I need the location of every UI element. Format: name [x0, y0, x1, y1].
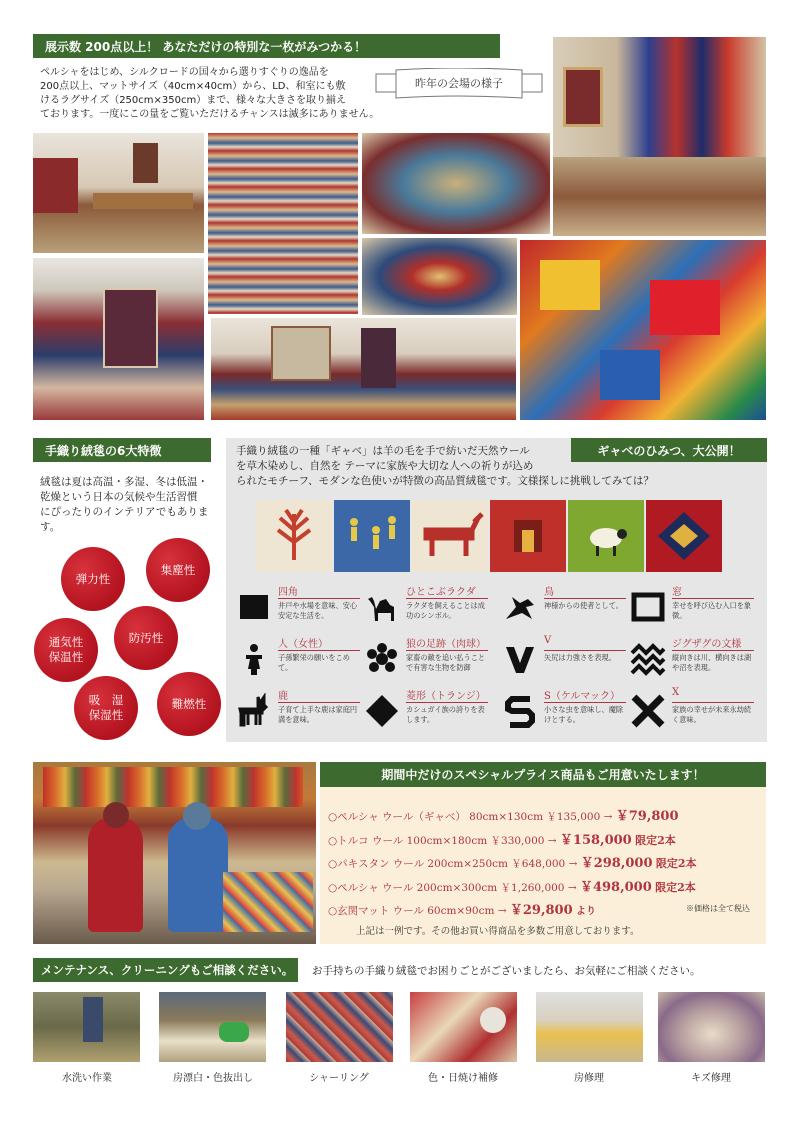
people-motif-icon	[334, 500, 410, 572]
venue-banner-label: 昨年の会場の様子	[415, 77, 503, 90]
pattern-title: 狼の足跡（肉球）	[406, 639, 486, 650]
tree-motif-icon	[256, 500, 332, 572]
price-item-note: より	[576, 906, 596, 917]
special-footer: 上記は一例です。その他お買い得商品を多数ご用意しております。	[356, 926, 640, 937]
venue-photo	[362, 133, 550, 234]
price-item-name: ○トルコ ウール 100cm×180cm ￥330,000 →	[328, 835, 557, 847]
pattern-desc: ラクダを飼えることは成功のシンボル。	[406, 601, 485, 620]
feature-label: 防汚性	[128, 630, 164, 645]
exhibit-title-bar	[33, 34, 500, 58]
pattern-item	[502, 583, 626, 635]
venue-photo	[520, 240, 766, 420]
pattern-desc: 井戸や水場を意味、安心安定な生活を。	[278, 601, 358, 620]
special-title: 期間中だけのスペシャルプライス商品もご用意いたします！	[381, 768, 705, 782]
price-item	[328, 852, 697, 871]
v-icon	[502, 641, 538, 677]
pattern-item	[364, 583, 488, 635]
exhibit-description-line: ペルシャをはじめ、シルクロードの国々から選りすぐりの逸品を	[40, 67, 329, 78]
maintenance-title: メンテナンス、クリーニングもご相談ください。	[41, 963, 294, 977]
pattern-title: ひとこぶラクダ	[406, 587, 476, 598]
gabbeh-intro-line: を草木染めし、自然を テーマに家族や大切な人への祈りが込め	[236, 460, 534, 472]
pattern-title: 窓	[672, 587, 682, 598]
price-item	[328, 829, 676, 848]
pattern-desc: 矢尻は力強さを表現。	[544, 653, 616, 662]
pattern-title: V	[544, 635, 552, 646]
price-item-name: ○パキスタン ウール 200cm×250cm ￥648,000 →	[328, 858, 578, 870]
exhibit-description-line: ております。一度にこの量をご覧いただけるチャンスは滅多にありません。	[40, 109, 380, 120]
features-title: 手織り絨毯の6大特徴	[45, 443, 162, 458]
price-item-sale: ￥298,000	[580, 856, 653, 871]
feature-badge	[114, 606, 178, 670]
rug-sample-image	[334, 500, 410, 572]
feature-label: 集塵性	[160, 562, 196, 577]
service-caption: キズ修理	[691, 1073, 731, 1084]
rug-sample-image	[256, 500, 332, 572]
feature-badge	[34, 618, 98, 682]
feature-label: 通気性 保温性	[48, 635, 84, 664]
venue-photo	[33, 258, 204, 420]
deer-motif-icon	[412, 500, 488, 572]
pattern-title: ジグザグの文様	[672, 639, 742, 650]
features-title-bar	[33, 438, 211, 462]
house-motif-icon	[490, 500, 566, 572]
service-photo	[658, 992, 765, 1062]
zigzag-icon	[630, 641, 666, 677]
pattern-item	[630, 583, 754, 635]
feature-badge	[146, 538, 210, 602]
exhibit-description	[40, 66, 380, 122]
feature-label: 弾力性	[75, 571, 111, 586]
price-item-name: ○ペルシャ ウール（ギャベ） 80cm×130cm ￥135,000 →	[328, 811, 613, 823]
pattern-desc: 縦向きは川、横向きは湖や沼を表現。	[672, 653, 752, 672]
price-item-sale: ￥158,000	[559, 833, 632, 848]
service-caption: 水洗い作業	[62, 1073, 112, 1084]
pattern-desc: 小さな虫を意味し、魔除けとする。	[544, 705, 624, 724]
pattern-title: S（ケルマック）	[544, 691, 620, 702]
service-photo	[33, 992, 140, 1062]
price-item-sale: ￥79,800	[615, 809, 679, 824]
pattern-title: 人（女性）	[278, 639, 328, 650]
price-item	[328, 876, 696, 895]
special-title-bar	[320, 762, 766, 787]
pattern-item	[630, 635, 754, 687]
pattern-desc: 家畜の敵を追い払うことで有害な生物を防御	[406, 653, 486, 672]
pattern-item	[364, 635, 488, 687]
price-item-note: 限定2本	[655, 881, 696, 894]
price-item-name: ○玄関マット ウール 60cm×90cm →	[328, 905, 507, 917]
diamond-motif-icon	[646, 500, 722, 572]
s-icon	[502, 693, 538, 729]
gabbeh-intro-line: 手織り絨毯の一種「ギャベ」は羊の毛を手で紡いだ天然ウール	[236, 445, 530, 457]
x-icon	[630, 693, 666, 729]
price-item-sale: ￥29,800	[509, 903, 573, 918]
rug-sample-image	[412, 500, 488, 572]
deer-icon	[236, 693, 272, 729]
price-item	[328, 899, 596, 918]
service-caption: シャーリング	[309, 1073, 369, 1084]
exhibit-description-line: 200点以上、マットサイズ（40cm×40cm）から、LD、和室にも敷	[40, 81, 346, 92]
venue-banner	[374, 68, 544, 104]
diamond-icon	[364, 693, 400, 729]
sheep-motif-icon	[568, 500, 644, 572]
exhibit-description-line: けるラグサイズ（250cm×350cm）まで、様々な大きさを取り揃え	[40, 95, 347, 106]
special-price-list	[320, 787, 766, 944]
pattern-title: 菱形（トランジ）	[406, 691, 486, 702]
bird-icon	[502, 589, 538, 625]
pattern-item	[502, 635, 626, 687]
features-description-line: 絨毯は夏は高温・多湿、冬は低温・	[40, 476, 208, 488]
venue-photo	[553, 37, 766, 236]
venue-photo	[362, 238, 517, 315]
pattern-desc: 子育て上手な鹿は家庭円満を意味。	[278, 705, 358, 724]
features-description-line: にぴったりのインテリアでもあります。	[40, 506, 209, 533]
pattern-desc: 神様からの使者として。	[544, 601, 623, 610]
service-photo	[286, 992, 393, 1062]
rug-sample-image	[490, 500, 566, 572]
pattern-desc: 幸せを呼び込む入口を象徴。	[672, 601, 752, 620]
feature-badge	[157, 672, 221, 736]
feature-label: 吸 湿 保湿性	[88, 693, 124, 722]
service-caption: 色・日焼け補修	[428, 1073, 498, 1084]
service-caption: 房修理	[574, 1073, 604, 1084]
pattern-item	[236, 583, 360, 635]
pattern-title: 鹿	[278, 691, 288, 702]
pattern-item	[364, 687, 488, 739]
wolf-track-icon	[364, 641, 400, 677]
venue-photo	[211, 318, 516, 420]
rug-sample-image	[568, 500, 644, 572]
person-icon	[236, 641, 272, 677]
pattern-title: X	[672, 687, 680, 698]
maintenance-title-bar	[33, 958, 298, 982]
gabbeh-title: ギャベのひみつ、大公開！	[597, 443, 741, 458]
gabbeh-title-bar	[571, 438, 767, 462]
camel-icon	[364, 589, 400, 625]
price-item-note: 限定2本	[635, 834, 676, 847]
venue-photo	[208, 133, 358, 314]
price-item-note: 限定2本	[655, 857, 697, 870]
service-caption: 房漂白・色抜出し	[173, 1073, 253, 1084]
pattern-desc: カシュガイ族の誇りを表します。	[406, 705, 485, 724]
pattern-desc: 家族の幸せが未来永劫続く意味。	[672, 705, 752, 724]
rug-sample-image	[646, 500, 722, 572]
price-item-sale: ￥498,000	[579, 880, 652, 895]
feature-label: 難燃性	[171, 696, 207, 711]
exhibit-title: 展示数 200点以上！ あなただけの特別な一枚がみつかる！	[45, 39, 367, 54]
price-item-name: ○ペルシャ ウール 200cm×300cm ￥1,260,000 →	[328, 882, 577, 894]
feature-badge	[74, 676, 138, 740]
venue-photo	[33, 133, 204, 253]
pattern-item	[236, 687, 360, 739]
pattern-item	[630, 687, 754, 739]
pattern-title: 四角	[278, 587, 298, 598]
pattern-item	[502, 687, 626, 739]
features-description	[40, 475, 225, 535]
pattern-item	[236, 635, 360, 687]
pattern-desc: 子孫繁栄の願いをこめて。	[278, 653, 350, 672]
weavers-photo	[33, 762, 316, 944]
tax-note: ※価格は全て税込	[686, 904, 750, 913]
service-photo	[410, 992, 517, 1062]
gabbeh-intro-line: られたモチーフ、モダンな色使いが特徴の高品質絨毯です。文様探しに挑戦してみては？	[236, 475, 654, 487]
square-icon	[236, 589, 272, 625]
pattern-title: 鳥	[544, 587, 554, 598]
maintenance-subtitle: お手持ちの手織り絨毯でお困りごとがございましたら、お気軽にご相談ください。	[312, 965, 701, 977]
feature-badge	[61, 547, 125, 611]
features-description-line: 乾燥という日本の気候や生活習慣	[40, 491, 198, 503]
price-item	[328, 805, 679, 824]
gabbeh-panel	[226, 438, 767, 742]
window-icon	[630, 589, 666, 625]
service-photo	[159, 992, 266, 1062]
service-photo	[536, 992, 643, 1062]
